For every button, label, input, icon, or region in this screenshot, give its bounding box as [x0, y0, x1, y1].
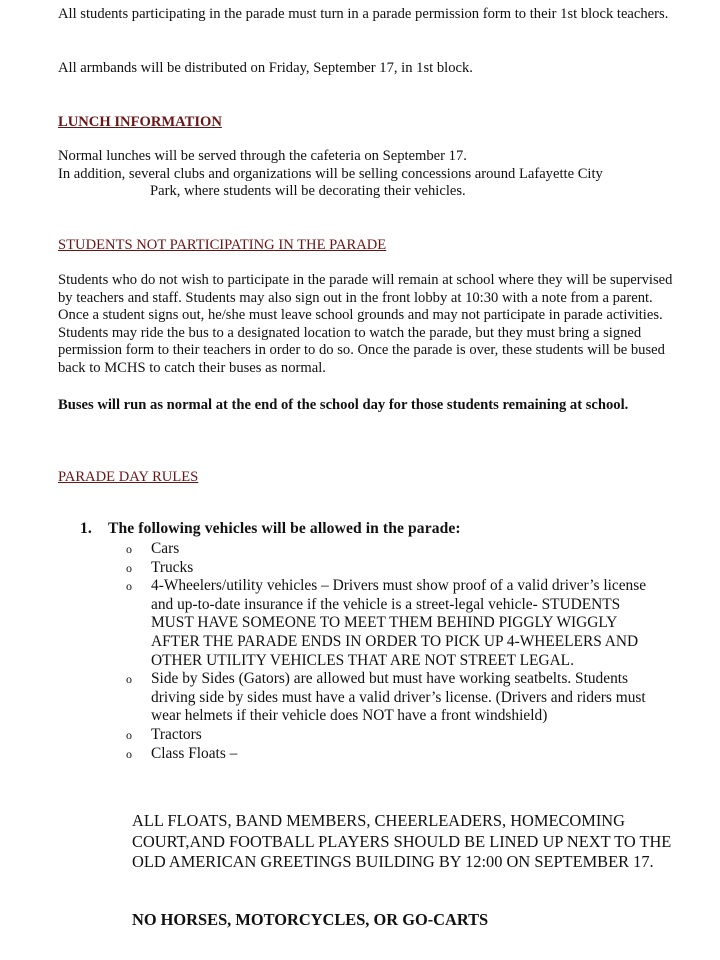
- lunch-paragraph: [58, 148, 678, 201]
- item-text: The following vehicles will be allowed in the parade:: [108, 520, 461, 537]
- lineup-note: ALL FLOATS, BAND MEMBERS, CHEERLEADERS, HOMECOMING COURT,AND FOOTBALL PLAYERS SHOULD BE LINED UP NEXT TO THE OLD AMERICAN GREETINGS BUILDING BY 12:00 ON SEPTEMBER 17.: [132, 811, 672, 872]
- not-participating-heading: STUDENTS NOT PARTICIPATING IN THE PARADE: [58, 237, 387, 253]
- parade-rules-heading: PARADE DAY RULES: [58, 469, 199, 485]
- bullet-icon: o: [126, 746, 132, 761]
- bullet-icon: o: [126, 560, 132, 575]
- bullet-icon: o: [126, 672, 132, 687]
- item-number: 1.: [80, 520, 92, 537]
- lunch-line-1: Normal lunches will be served through the cafeteria on September 17.: [58, 148, 467, 164]
- list-item: o Tractors: [126, 725, 202, 743]
- list-item: o Side by Sides (Gators) are allowed but must have working seatbelts. Students driving side by sides must have a valid driver’s license. (Drivers and riders must wear helmets if their vehicle does NOT have a front windshield): [126, 670, 646, 725]
- list-item: o Trucks: [126, 558, 194, 576]
- bullet-icon: o: [126, 579, 132, 594]
- permission-form-paragraph: All students participating in the parade must turn in a parade permission form to their 1st block teachers.: [58, 6, 669, 22]
- list-item: o Class Floats –: [126, 744, 238, 762]
- vehicles-allowed-item: [80, 519, 680, 539]
- list-item: o Cars: [126, 540, 180, 557]
- lunch-line-2: In addition, several clubs and organizations will be selling concessions around Lafayette City: [58, 165, 603, 182]
- list-item: o 4-Wheelers/utility vehicles – Drivers must show proof of a valid driver’s license and up-to-date insurance if the vehicle is a street-legal vehicle- STUDENTS MUST HAVE SOMEONE TO MEET THEM BEHIND PIGGLY WIGGLY AFTER THE PARADE ENDS IN ORDER TO PICK UP 4-WHEELERS AND OTHER UTILITY VEHICLES THAT ARE NOT STREET LEGAL.: [126, 577, 647, 669]
- not-participating-paragraph: Students who do not wish to participate in the parade will remain at school where they will be supervised by teachers and staff. Students may also sign out in the front lobby at 10:30 with a note from a parent. Once a student signs out, he/she must leave school grounds and may not participate in parade activities. Students may ride the bus to a designated location to watch the parade, but they must bring a signed permission form to their teachers in order to do so. Once the parade is over, these students will be bused back to MCHS to catch their buses as normal.: [58, 272, 673, 376]
- prohibited-vehicles-note: NO HORSES, MOTORCYCLES, OR GO-CARTS: [132, 910, 489, 929]
- lunch-heading: LUNCH INFORMATION: [58, 114, 222, 130]
- lunch-line-3: Park, where students will be decorating their vehicles.: [150, 183, 466, 200]
- armbands-paragraph: All armbands will be distributed on Friday, September 17, in 1st block.: [58, 60, 473, 76]
- vehicle-list: [124, 540, 664, 763]
- bullet-icon: o: [126, 727, 132, 742]
- bullet-icon: o: [126, 542, 132, 556]
- buses-note: Buses will run as normal at the end of the school day for those students remaining at school.: [58, 397, 629, 413]
